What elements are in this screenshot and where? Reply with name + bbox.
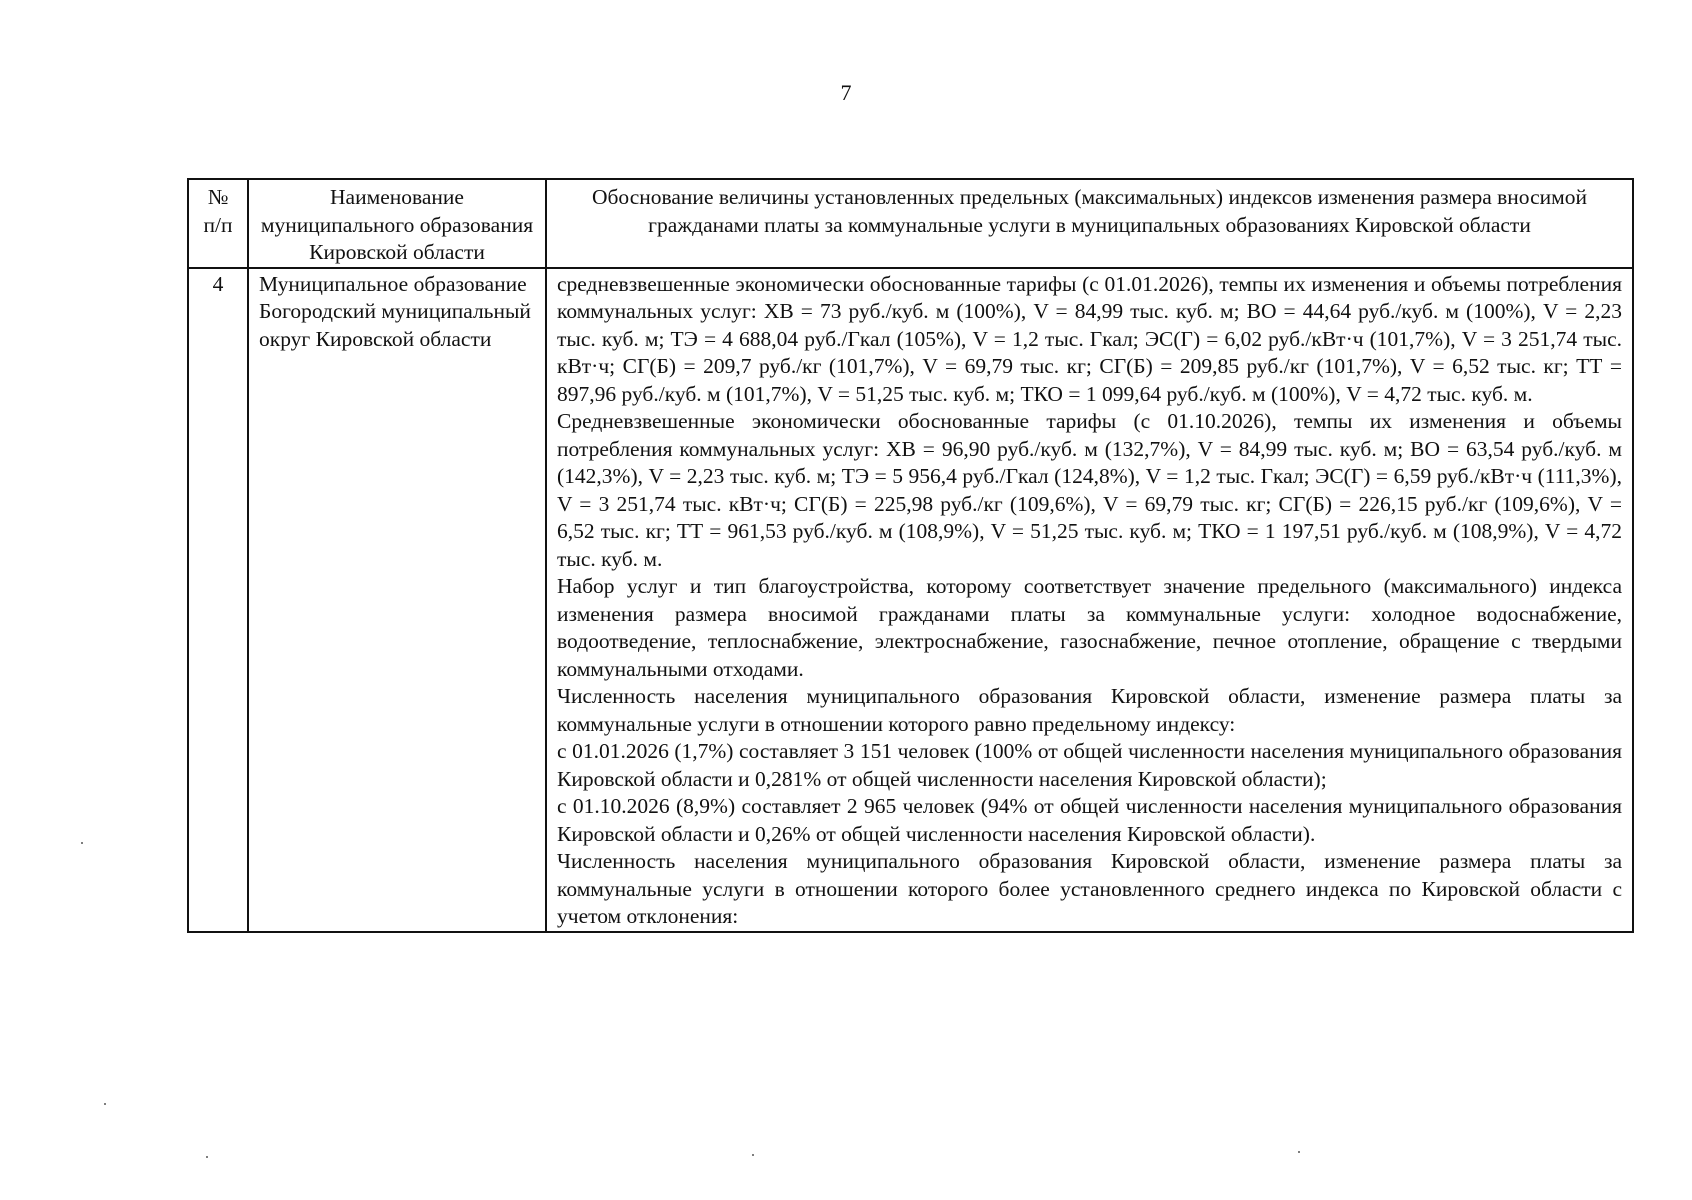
scan-speck (1298, 1151, 1300, 1153)
justification-paragraph: Численность населения муниципального образования Кировской области, изменение размера платы за коммунальные услуги в отношении которого более установленного среднего индекса по Кировской области с учетом отклонения: (557, 849, 1622, 928)
table-body (188, 268, 1633, 932)
scan-speck (752, 1154, 754, 1156)
justification-paragraph: Численность населения муниципального образования Кировской области, изменение размера платы за коммунальные услуги в отношении которого равно предельному индексу: (557, 684, 1622, 736)
justification-paragraph: с 01.10.2026 (8,9%) составляет 2 965 человек (94% от общей численности населения муниципального образования Кировской области и 0,26% от общей численности населения Кировской области). (557, 794, 1622, 846)
tariff-justification-table (187, 178, 1634, 933)
table-header (188, 179, 1633, 268)
page-number: 7 (840, 80, 852, 105)
header-row (188, 179, 1633, 268)
scan-speck (206, 1156, 208, 1158)
row-number: 4 (188, 268, 248, 932)
table-row (188, 268, 1633, 932)
justification-paragraph: Средневзвешенные экономически обоснованные тарифы (с 01.10.2026), темпы их изменения и объемы потребления коммунальных услуг: ХВ = 96,90 руб./куб. м (132,7%), V = 84,99 тыс. куб. м; ВО = 63,54 руб./куб. м (142,3%), V = 2,23 тыс. куб. м; ТЭ = 5 956,4 руб./Гкал (124,8%), V = 1,2 тыс. Гкал; ЭС(Г) = 6,59 руб./кВт·ч (111,3%), V = 3 251,74 тыс. кВт·ч; СГ(Б) = 225,98 руб./кг (109,6%), V = 69,79 тыс. кг; СГ(Б) = 226,15 руб./кг (109,6%), V = 6,52 тыс. кг; ТТ = 961,53 руб./куб. м (108,9%), V = 51,25 тыс. куб. м; ТКО = 1 197,51 руб./куб. м (108,9%), V = 4,72 тыс. куб. м. (557, 409, 1622, 571)
header-number: № п/п (188, 179, 248, 268)
justification-paragraph: с 01.01.2026 (1,7%) составляет 3 151 человек (100% от общей численности населения муниципального образования Кировской области и 0,281% от общей численности населения Кировской области); (557, 739, 1622, 791)
scan-speck (104, 1103, 106, 1105)
row-municipality-name: Муниципальное образование Богородский муниципальный округ Кировской области (248, 268, 546, 932)
row-justification (546, 268, 1633, 932)
scan-speck (81, 842, 83, 844)
header-justification: Обоснование величины установленных предельных (максимальных) индексов изменения размера вносимой гражданами платы за коммунальные услуги в муниципальных образованиях Кировской области (546, 179, 1633, 268)
justification-paragraph: средневзвешенные экономически обоснованные тарифы (с 01.01.2026), темпы их изменения и объемы потребления коммунальных услуг: ХВ = 73 руб./куб. м (100%), V = 84,99 тыс. куб. м; ВО = 44,64 руб./куб. м (100%), V = 2,23 тыс. куб. м; ТЭ = 4 688,04 руб./Гкал (105%), V = 1,2 тыс. Гкал; ЭС(Г) = 6,02 руб./кВт·ч (101,7%), V = 3 251,74 тыс. кВт·ч; СГ(Б) = 209,7 руб./кг (101,7%), V = 69,79 тыс. кг; СГ(Б) = 209,85 руб./кг (101,7%), V = 6,52 тыс. кг; ТТ = 897,96 руб./куб. м (101,7%), V = 51,25 тыс. куб. м; ТКО = 1 099,64 руб./куб. м (100%), V = 4,72 тыс. куб. м. (557, 271, 1622, 406)
header-municipality-name: Наименование муниципального образования Кировской области (248, 179, 546, 268)
justification-paragraph: Набор услуг и тип благоустройства, которому соответствует значение предельного (максимального) индекса изменения размера вносимой гражданами платы за коммунальные услуги: холодное водоснабжение, водоотведение, теплоснабжение, электроснабжение, газоснабжение, печное отопление, обращение с твердыми коммунальными отходами. (557, 574, 1622, 681)
